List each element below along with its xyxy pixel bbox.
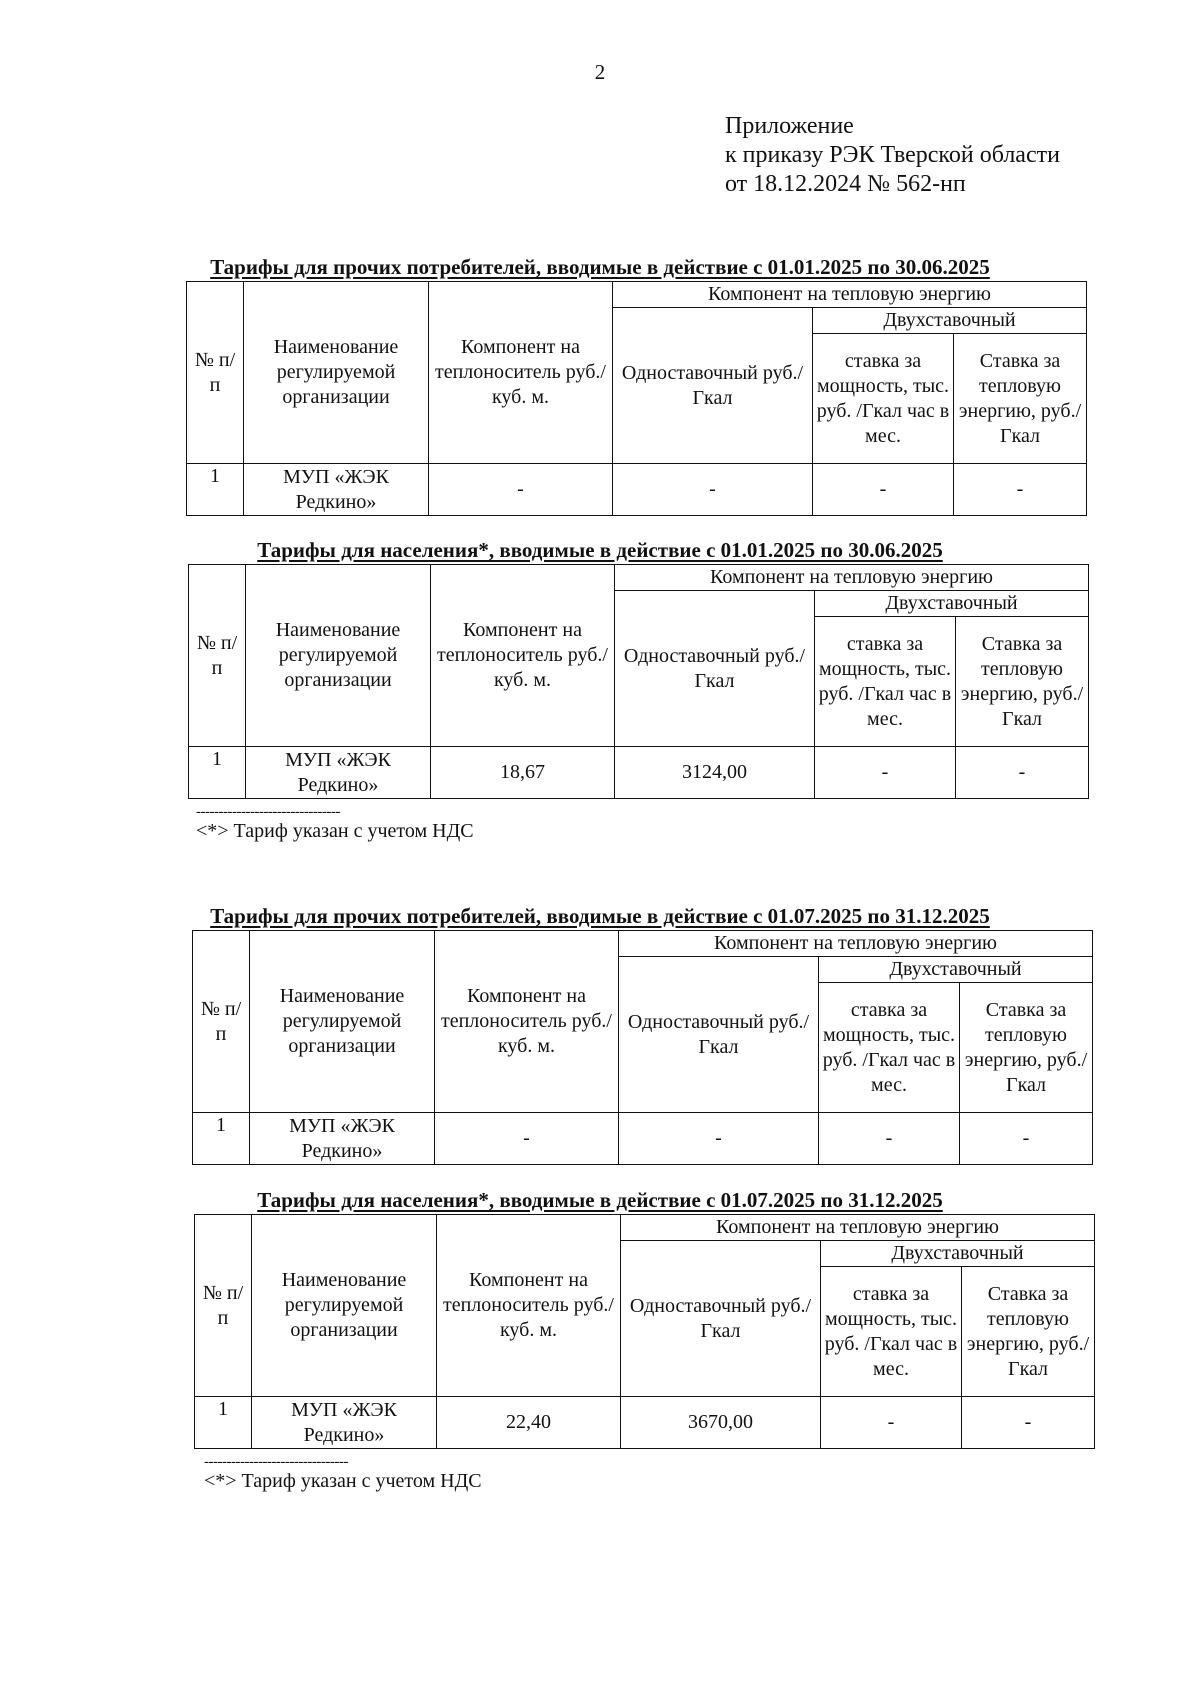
section-title: Тарифы для прочих потребителей, вводимые в действие с 01.07.2025 по 31.12.2025 bbox=[210, 904, 990, 928]
section-title: Тарифы для населения*, вводимые в действие с 01.01.2025 по 30.06.2025 bbox=[257, 538, 943, 562]
cell-carrier: 18,67 bbox=[431, 747, 615, 799]
table-row bbox=[189, 747, 1089, 799]
header-capacity-rate: ставка за мощность, тыс. руб. /Гкал час в мес. bbox=[819, 983, 960, 1113]
header-single-rate: Одноставочный руб./Гкал bbox=[615, 591, 815, 747]
header-org-name: Наименование регулируемой организации bbox=[250, 931, 435, 1113]
header-energy-group: Компонент на тепловую энергию bbox=[621, 1215, 1095, 1241]
cell-single: 3670,00 bbox=[621, 1397, 821, 1449]
appendix-line-2: к приказу РЭК Тверской области bbox=[725, 142, 1060, 168]
cell-energy: - bbox=[960, 1113, 1093, 1165]
header-num: № п/п bbox=[193, 931, 250, 1113]
header-single-rate: Одноставочный руб./Гкал bbox=[621, 1241, 821, 1397]
cell-org: МУП «ЖЭК Редкино» bbox=[244, 464, 429, 516]
appendix-block bbox=[725, 112, 1060, 199]
header-num: № п/п bbox=[195, 1215, 252, 1397]
header-num: № п/п bbox=[189, 565, 246, 747]
cell-capacity: - bbox=[821, 1397, 962, 1449]
header-energy-rate: Ставка за тепловую энергию, руб./Гкал bbox=[954, 334, 1087, 464]
header-energy-rate: Ставка за тепловую энергию, руб./Гкал bbox=[962, 1267, 1095, 1397]
cell-energy: - bbox=[956, 747, 1089, 799]
appendix-line-3: от 18.12.2024 № 562-нп bbox=[725, 171, 966, 197]
tariff-table bbox=[194, 1214, 1095, 1449]
header-org-name: Наименование регулируемой организации bbox=[246, 565, 431, 747]
cell-carrier: 22,40 bbox=[437, 1397, 621, 1449]
section-title: Тарифы для прочих потребителей, вводимые в действие с 01.01.2025 по 30.06.2025 bbox=[210, 255, 990, 279]
cell-carrier: - bbox=[435, 1113, 619, 1165]
tariff-table bbox=[188, 564, 1089, 799]
header-capacity-rate: ставка за мощность, тыс. руб. /Гкал час в мес. bbox=[821, 1267, 962, 1397]
header-two-part: Двухставочный bbox=[821, 1241, 1095, 1267]
cell-carrier: - bbox=[429, 464, 613, 516]
header-energy-group: Компонент на тепловую энергию bbox=[613, 282, 1087, 308]
cell-capacity: - bbox=[819, 1113, 960, 1165]
header-two-part: Двухставочный bbox=[819, 957, 1093, 983]
footnote-separator: -------------------------------- bbox=[204, 1454, 348, 1470]
tariff-table bbox=[186, 281, 1087, 516]
cell-org: МУП «ЖЭК Редкино» bbox=[246, 747, 431, 799]
header-two-part: Двухставочный bbox=[815, 591, 1089, 617]
cell-org: МУП «ЖЭК Редкино» bbox=[252, 1397, 437, 1449]
header-carrier: Компонент на теплоноситель руб./куб. м. bbox=[437, 1215, 621, 1397]
header-two-part: Двухставочный bbox=[813, 308, 1087, 334]
table-row bbox=[193, 1113, 1093, 1165]
cell-capacity: - bbox=[815, 747, 956, 799]
cell-capacity: - bbox=[813, 464, 954, 516]
footnote: <*> Тариф указан с учетом НДС bbox=[196, 820, 474, 842]
footnote-separator: -------------------------------- bbox=[196, 804, 340, 820]
table-row bbox=[187, 464, 1087, 516]
section-title: Тарифы для населения*, вводимые в действие с 01.07.2025 по 31.12.2025 bbox=[257, 1188, 943, 1212]
cell-num: 1 bbox=[189, 747, 246, 799]
header-num: № п/п bbox=[187, 282, 244, 464]
header-energy-group: Компонент на тепловую энергию bbox=[619, 931, 1093, 957]
header-energy-rate: Ставка за тепловую энергию, руб./Гкал bbox=[956, 617, 1089, 747]
header-energy-group: Компонент на тепловую энергию bbox=[615, 565, 1089, 591]
header-capacity-rate: ставка за мощность, тыс. руб. /Гкал час в мес. bbox=[815, 617, 956, 747]
cell-num: 1 bbox=[187, 464, 244, 516]
footnote: <*> Тариф указан с учетом НДС bbox=[204, 1470, 482, 1492]
header-carrier: Компонент на теплоноситель руб./куб. м. bbox=[429, 282, 613, 464]
cell-num: 1 bbox=[193, 1113, 250, 1165]
cell-single: - bbox=[613, 464, 813, 516]
header-org-name: Наименование регулируемой организации bbox=[252, 1215, 437, 1397]
header-single-rate: Одноставочный руб./Гкал bbox=[619, 957, 819, 1113]
header-org-name: Наименование регулируемой организации bbox=[244, 282, 429, 464]
header-carrier: Компонент на теплоноситель руб./куб. м. bbox=[431, 565, 615, 747]
cell-org: МУП «ЖЭК Редкино» bbox=[250, 1113, 435, 1165]
table-row bbox=[195, 1397, 1095, 1449]
cell-single: - bbox=[619, 1113, 819, 1165]
header-capacity-rate: ставка за мощность, тыс. руб. /Гкал час в мес. bbox=[813, 334, 954, 464]
appendix-line-1: Приложение bbox=[725, 113, 854, 139]
header-energy-rate: Ставка за тепловую энергию, руб./Гкал bbox=[960, 983, 1093, 1113]
cell-num: 1 bbox=[195, 1397, 252, 1449]
cell-energy: - bbox=[954, 464, 1087, 516]
cell-single: 3124,00 bbox=[615, 747, 815, 799]
header-single-rate: Одноставочный руб./Гкал bbox=[613, 308, 813, 464]
tariff-table bbox=[192, 930, 1093, 1165]
header-carrier: Компонент на теплоноситель руб./куб. м. bbox=[435, 931, 619, 1113]
cell-energy: - bbox=[962, 1397, 1095, 1449]
page-number: 2 bbox=[594, 60, 606, 84]
